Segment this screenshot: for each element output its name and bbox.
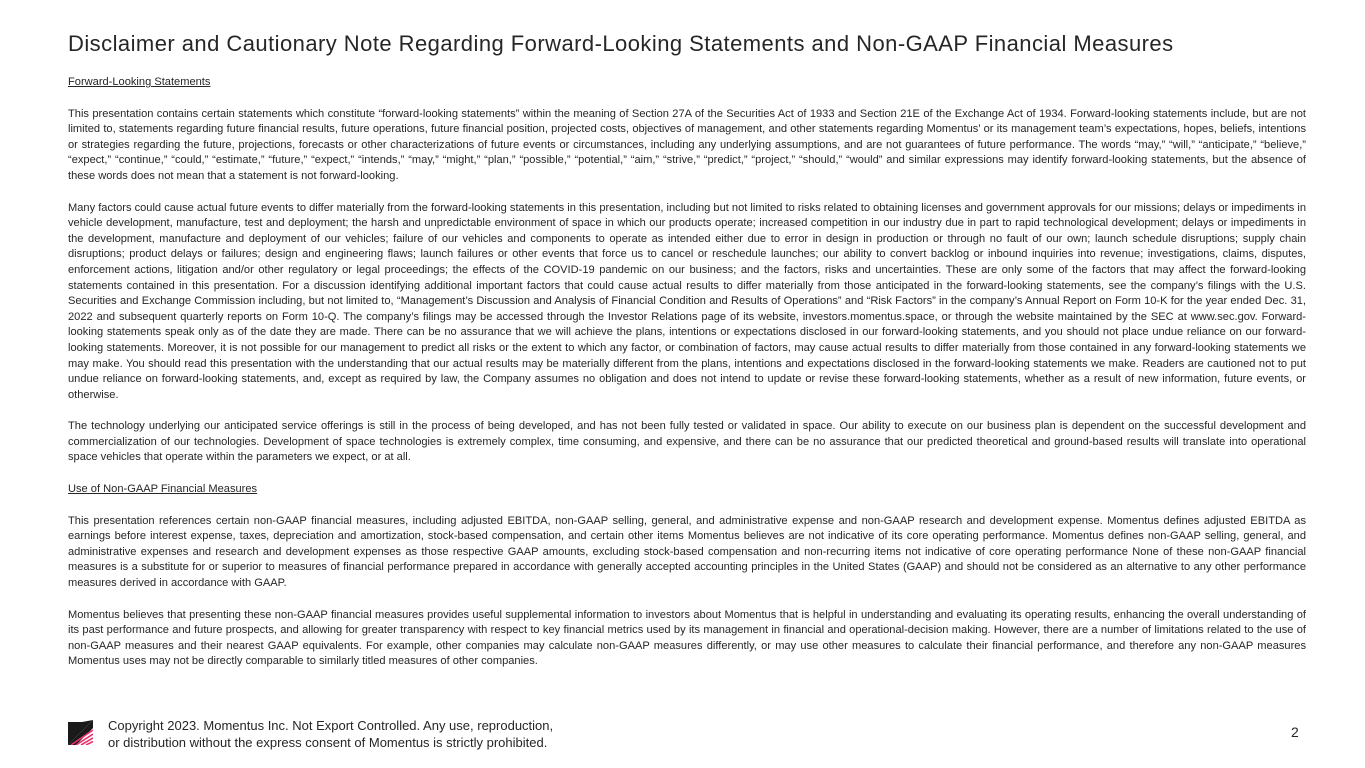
non-gaap-section xyxy=(68,482,1306,670)
copyright-line-2: or distribution without the express consent of Momentus is strictly prohibited. xyxy=(108,735,548,750)
page-title: Disclaimer and Cautionary Note Regarding Forward-Looking Statements and Non-GAAP Financial Measures xyxy=(68,31,1174,56)
forward-looking-section xyxy=(68,75,1306,466)
forward-looking-heading: Forward-Looking Statements xyxy=(68,76,211,88)
copyright-line-1: Copyright 2023. Momentus Inc. Not Export Controlled. Any use, reproduction, xyxy=(108,718,554,733)
forward-looking-paragraph-3: The technology underlying our anticipated service offerings is still in the process of being developed, and has not been fully tested or validated in space. Our ability to execute on our business plan is dependent on the successful development and commercialization of our technologies. Development of space technologies is extremely complex, time consuming, and expensive, and there can be no assurance that our predicted theoretical and ground-based results will translate into operational space vehicles that operate within the parameters we expect, or at all. xyxy=(68,420,1306,464)
momentus-logo-icon xyxy=(68,720,93,745)
forward-looking-paragraph-1: This presentation contains certain statements which constitute “forward-looking statements” within the meaning of Section 27A of the Securities Act of 1933 and Section 21E of the Exchange Act of 1934. Forward-looking statements include, but are not limited to, statements regarding future financial results, future operations, future financial position, projected costs, objectives of management, and other statements regarding Momentus’ or its management team’s expectations, hopes, beliefs, intentions or strategies regarding the future, projections, forecasts or other characterizations of future events or circumstances, including any underlying assumptions, and are not guarantees of future performance. The words “may,” “will,” “anticipate,” “believe,” “expect,” “continue,” “could,” “estimate,” “future,” “expect,” “intends,” “may,” “might,” “plan,” “possible,” “potential,” “aim,” “strive,” “predict,” “project,” “should,” “would” and similar expressions may identify forward-looking statements, but the absence of these words does not mean that a statement is not forward-looking. xyxy=(68,107,1306,182)
page-number: 2 xyxy=(1291,724,1299,740)
non-gaap-heading: Use of Non-GAAP Financial Measures xyxy=(68,483,258,496)
copyright-notice xyxy=(108,717,553,751)
non-gaap-paragraph-1: This presentation references certain non-GAAP financial measures, including adjusted EBITDA, non-GAAP selling, general, and administrative expense and non-GAAP research and development expense. Momentus defines adjusted EBITDA as earnings before interest expense, taxes, depreciation and amortization, stock-based compensation, and certain other items Momentus believes are not indicative of its core operating performance. Momentus defines non-GAAP selling, general, and administrative expenses and research and development expenses as those respective GAAP amounts, excluding stock-based compensation and non-recurring items not indicative of core operating performance None of these non-GAAP financial measures is a substitute for or superior to measures of financial performance prepared in accordance with generally accepted accounting principles in the United States (GAAP) and should not be considered as an alternative to any other performance measures derived in accordance with GAAP. xyxy=(68,514,1306,590)
non-gaap-paragraph-2: Momentus believes that presenting these non-GAAP financial measures provides useful supplemental information to investors about Momentus that is helpful in understanding and evaluating its operating results, enhancing the overall understanding of its past performance and future prospects, and allowing for greater transparency with respect to key financial metrics used by its management in financial and operational-decision making. However, there are a number of limitations related to the use of non-GAAP measures and their nearest GAAP equivalents. For example, other companies may calculate non-GAAP measures differently, or may use other measures to calculate their financial performance, and therefore any non-GAAP measures Momentus uses may not be directly comparable to similarly titled measures of other companies. xyxy=(68,608,1306,668)
disclaimer-body xyxy=(68,75,1306,686)
forward-looking-paragraph-2: Many factors could cause actual future events to differ materially from the forward-looking statements in this presentation, including but not limited to risks related to obtaining licenses and government approvals for our missions; delays or impediments in vehicle development, manufacture, test and deployment; the harsh and unpredictable environment of space in which our products operate; increased competition in our industry due in part to rapid technological development; delays or impediments in the development, manufacture and deployment of our vehicles; failure of our vehicles and components to operate as intended either due to error in design in production or through no fault of our own; launch schedule disruptions; supply chain disruptions; product delays or failures; design and engineering flaws; launch failures or other events that force us to cancel or reschedule launches; our ability to convert backlog or inbound inquiries into revenue; investigations, claims, disputes, enforcement actions, litigation and/or other regulatory or legal proceedings; the effects of the COVID-19 pandemic on our business; and the factors, risks and uncertainties. These are only some of the factors that may affect the forward-looking statements contained in this presentation. For a discussion identifying additional important factors that could cause actual results to differ materially from those anticipated in the forward-looking statements, see the company’s filings with the U.S. Securities and Exchange Commission including, but not limited to, “Management’s Discussion and Analysis of Financial Condition and Results of Operations” and “Risk Factors” in the company’s Annual Report on Form 10-K for the year ended Dec. 31, 2022 and subsequent quarterly reports on Form 10-Q. The company’s filings may be accessed through the Investor Relations page of its website, investors.momentus.space, or through the website maintained by the SEC at www.sec.gov. Forward-looking statements speak only as of the date they are made. There can be no assurance that we will achieve the plans, intentions or expectations disclosed in our forward-looking statements, and you should not place undue reliance on our forward-looking statements. Moreover, it is not possible for our management to predict all risks or the extent to which any factor, or combination of factors, may cause actual results to differ materially from those contained in any forward-looking statements we may make. You should read this presentation with the understanding that our actual results may be materially different from the plans, intentions and expectations disclosed in the forward-looking statements we make. Readers are cautioned not to put undue reliance on forward-looking statements, and, except as required by law, the Company assumes no obligation and does not intend to update or revise these forward-looking statements, whether as a result of new information, future events, or otherwise. xyxy=(68,201,1306,401)
